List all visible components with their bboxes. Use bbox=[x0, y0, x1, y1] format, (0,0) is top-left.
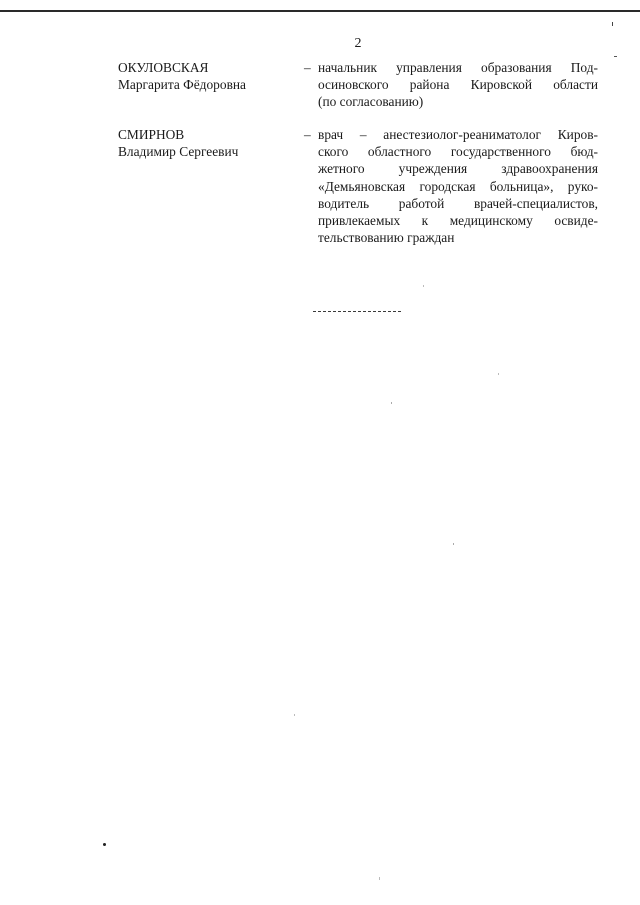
member-name-block bbox=[118, 59, 288, 93]
member-name-block bbox=[118, 126, 288, 160]
dash-separator: – bbox=[304, 60, 311, 75]
member-surname: ОКУЛОВСКАЯ bbox=[118, 60, 209, 75]
member-role-description bbox=[318, 126, 598, 246]
role-line: осиновского района Кировской области bbox=[318, 77, 598, 93]
role-line: начальник управления образования Под- bbox=[318, 60, 598, 75]
role-line: ского областного государственного бюд- bbox=[318, 144, 598, 160]
role-line: (по согласованию) bbox=[318, 94, 424, 110]
member-given-names: Маргарита Фёдоровна bbox=[118, 77, 247, 93]
role-line: тельствованию граждан bbox=[318, 230, 455, 246]
top-border-line bbox=[0, 10, 640, 12]
scan-speck bbox=[453, 543, 454, 545]
role-line: «Демьяновская городская больница», руко- bbox=[318, 178, 598, 194]
scan-speck bbox=[391, 402, 392, 404]
member-role-description bbox=[318, 59, 598, 111]
role-line: водитель работой врачей-специалистов, bbox=[318, 195, 598, 211]
scan-speck bbox=[103, 843, 106, 846]
member-given-names: Владимир Сергеевич bbox=[118, 144, 239, 160]
scan-speck bbox=[379, 877, 380, 880]
scan-speck bbox=[423, 285, 424, 287]
scan-speck bbox=[294, 714, 295, 716]
role-line: жетного учреждения здравоохранения bbox=[318, 161, 598, 177]
role-line: врач – анестезиолог-реаниматолог Киров- bbox=[318, 127, 598, 142]
dash-separator: – bbox=[304, 127, 311, 142]
role-line: привлекаемых к медицинскому освиде- bbox=[318, 213, 598, 229]
page-number: 2 bbox=[354, 36, 362, 51]
end-of-list-dashed-line bbox=[313, 311, 401, 312]
member-surname: СМИРНОВ bbox=[118, 127, 185, 142]
scan-speck bbox=[498, 373, 499, 375]
scan-speck bbox=[612, 22, 613, 26]
scan-speck bbox=[614, 56, 617, 57]
